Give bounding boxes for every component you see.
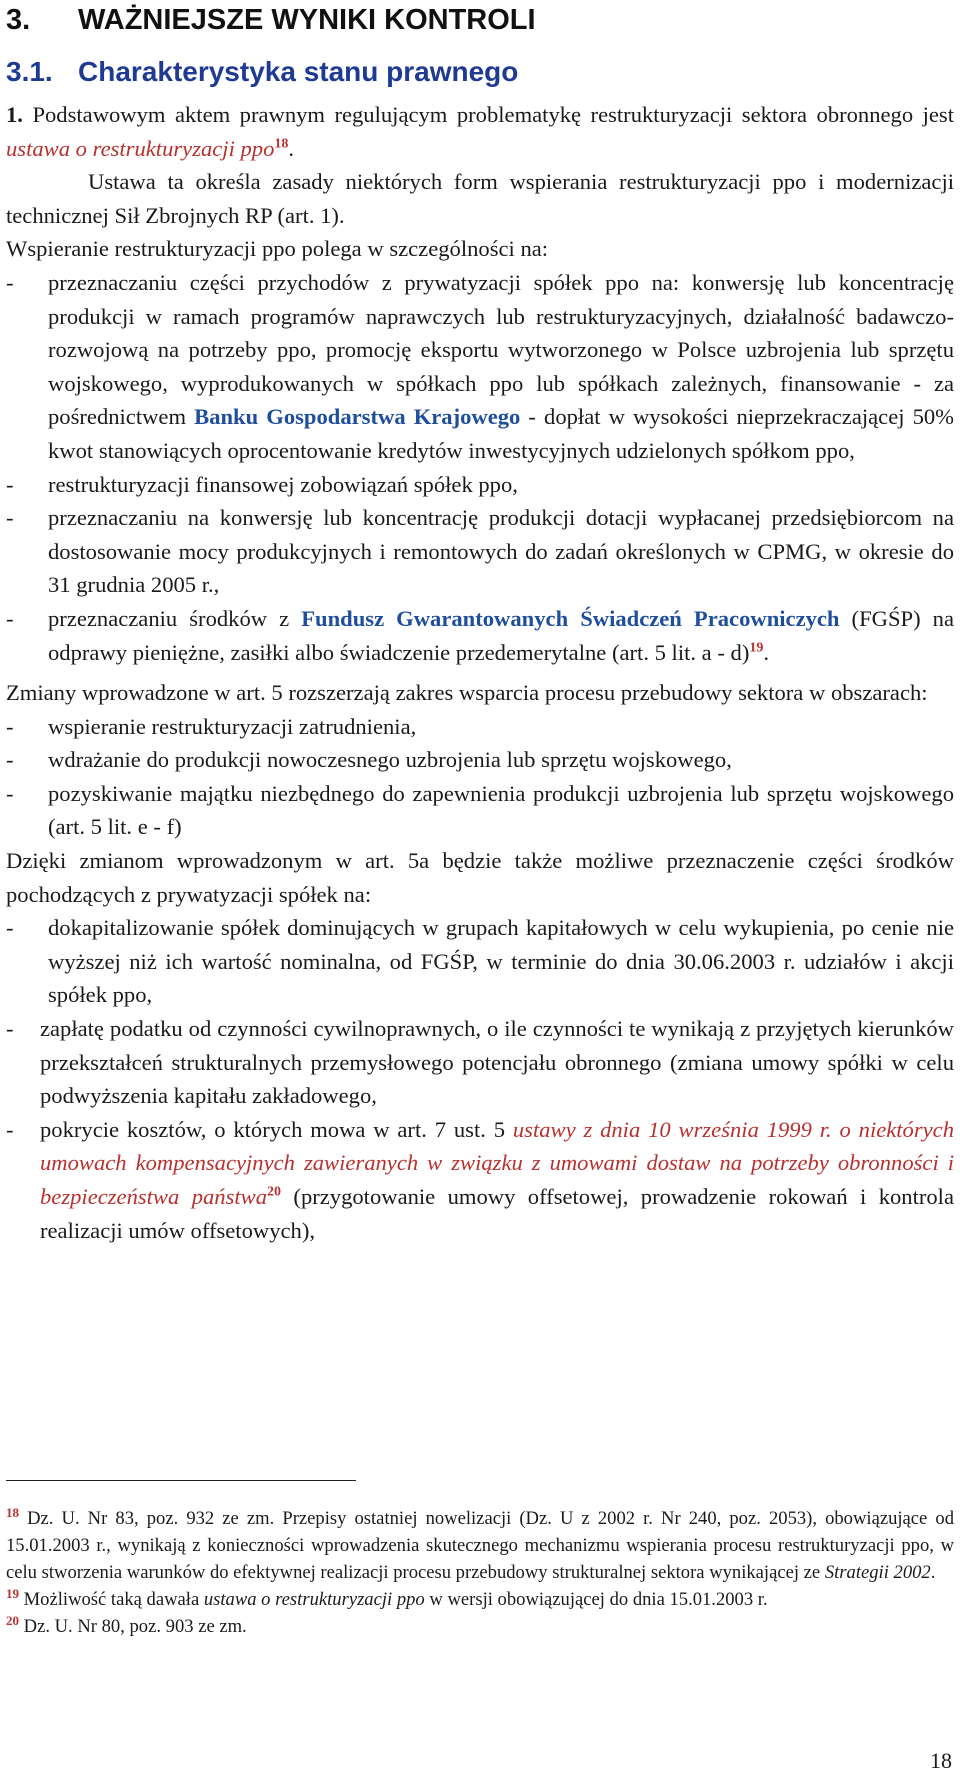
paragraph: Ustawa ta określa zasady niektórych form wspierania restrukturyzacji ppo i modernizacji technicznej Sił Zbrojnych RP (art. 1). bbox=[6, 169, 954, 228]
footnote-20: $^{20}$ Dz. U. Nr 80, poz. 903 ze zm. bbox=[6, 1612, 247, 1637]
footnote-18: $^{18}$ Dz. U. Nr 83, poz. 932 ze zm. Przepisy ostatniej nowelizacji (Dz. U z 2002 r. Nr 240, poz. 2053), obowiązujące od 15.01.2003 r., wynikają z konieczności wprowadzenia skutecznego mechanizmu wspierania procesu restrukturyzacji ppo, w celu stworzenia warunków do efektywnej realizacji procesu przebudowy strukturalnej sektora wynikającej ze Strategii 2002. bbox=[6, 1504, 954, 1583]
footnote-ref-19[interactable]: 19 bbox=[749, 639, 764, 655]
body-text bbox=[6, 98, 954, 1247]
list-item: - pokrycie kosztów, o których mowa w art. 7 ust. 5 ustawy z dnia 10 września 1999 r. o niektórych umowach kompensacyjnych zawieranych w związku z umowami dostaw na potrzeby obronności i bezpieczeństwa państwa$^{20}$ (przygotowanie umowy offsetowej, prowadzenie rokowań i kontrola realizacji umów offsetowych), bbox=[6, 1116, 955, 1243]
footnote-separator bbox=[6, 1480, 356, 1481]
list-item: - wdrażanie do produkcji nowoczesnego uzbrojenia lub sprzętu wojskowego, bbox=[6, 747, 732, 773]
list-item: - zapłatę podatku od czynności cywilnoprawnych, o ile czynności te wynikają z przyjętych kierunków przekształceń strukturalnych przemysłowego potencjału obronnego (zmiana umowy spółki w celu podwyższenia kapitału zakładowego, bbox=[6, 1016, 954, 1109]
bgk-link[interactable]: Banku Gospodarstwa Krajowego bbox=[194, 404, 521, 430]
paragraph: Wspieranie restrukturyzacji ppo polega w szczególności na: bbox=[6, 236, 549, 262]
list-item: - przeznaczaniu środków z Fundusz Gwarantowanych Świadczeń Pracowniczych (FGŚP) na odprawy pieniężne, zasiłki albo świadczenie przedemerytalne (art. 5 lit. a - d)$^{19}$. bbox=[6, 605, 954, 665]
subsection-heading bbox=[6, 54, 518, 90]
list-item: - przeznaczaniu części przychodów z prywatyzacji spółek ppo na: konwersję lub koncentrację produkcji w ramach programów naprawczych lub restrukturyzacyjnych, działalność badawczo-rozwojową na potrzeby ppo, promocję eksportu wytworzonego w Polsce uzbrojenia lub sprzętu wojskowego, wyprodukowanych w spółkach ppo lub spółkach zależnych, finansowanie - za pośrednictwem Banku Gospodarstwa Krajowego - dopłat w wysokości nieprzekraczającej 50% kwot stanowiących oprocentowanie kredytów inwestycyjnych udzielonych spółkom ppo, bbox=[6, 269, 954, 463]
list-item: - pozyskiwanie majątku niezbędnego do zapewnienia produkcji uzbrojenia lub sprzętu wojskowego (art. 5 lit. e - f) bbox=[6, 780, 954, 840]
fgsp-link[interactable]: Fundusz Gwarantowanych Świadczeń Pracowniczych bbox=[301, 605, 840, 631]
page-number: 18 bbox=[930, 1748, 952, 1773]
paragraph: Dzięki zmianom wprowadzonym w art. 5a będzie także możliwe przeznaczenie części środków pochodzących z prywatyzacji spółek na: bbox=[6, 848, 954, 907]
list-item: - przeznaczaniu na konwersję lub koncentrację produkcji dotacji wypłacanej przedsiębiorcom na dostosowanie mocy produkcyjnych i remontowych do zadań określonych w CPMG, w okresie do 31 grudnia 2005 r., bbox=[6, 505, 954, 598]
list-item: - restrukturyzacji finansowej zobowiązań spółek ppo, bbox=[6, 471, 518, 497]
section-heading bbox=[6, 2, 536, 38]
intro-paragraph: 1. Podstawowym aktem prawnym regulującym problematykę restrukturyzacji sektora obronnego jest ustawa o restrukturyzacji ppo$^{18}$. bbox=[6, 102, 955, 161]
offset-act-link[interactable]: ustawy z dnia 10 września 1999 r. o niektórych umowach kompensacyjnych zawieranych w związku z umowami dostaw na potrzeby obronności i bezpieczeństwa państwa bbox=[40, 1116, 955, 1209]
section-number: 3. bbox=[6, 4, 31, 36]
footnote-19: $^{19}$ Możliwość taką dawała ustawa o restrukturyzacji ppo w wersji obowiązującej do dnia 15.01.2003 r. bbox=[6, 1585, 768, 1610]
subsection-number: 3.1. bbox=[6, 56, 53, 87]
list-item: - wspieranie restrukturyzacji zatrudnienia, bbox=[6, 713, 417, 739]
footnotes bbox=[6, 1505, 954, 1640]
act-link[interactable]: ustawa o restrukturyzacji ppo bbox=[6, 135, 275, 161]
section-title: WAŻNIEJSZE WYNIKI KONTROLI bbox=[78, 4, 536, 36]
footnote-ref-18[interactable]: 18 bbox=[274, 136, 289, 152]
paragraph: Zmiany wprowadzone w art. 5 rozszerzają zakres wsparcia procesu przebudowy sektora w obszarach: bbox=[6, 680, 928, 706]
footnote-ref-20[interactable]: 20 bbox=[267, 1184, 282, 1200]
list-item: - dokapitalizowanie spółek dominujących w grupach kapitałowych w celu wykupienia, po cenie nie wyższej niż ich wartość nominalna, od FGŚP, w terminie do dnia 30.06.2003 r. udziałów i akcji spółek ppo, bbox=[6, 915, 954, 1008]
point-number: 1. bbox=[6, 102, 23, 127]
subsection-title: Charakterystyka stanu prawnego bbox=[78, 56, 519, 87]
